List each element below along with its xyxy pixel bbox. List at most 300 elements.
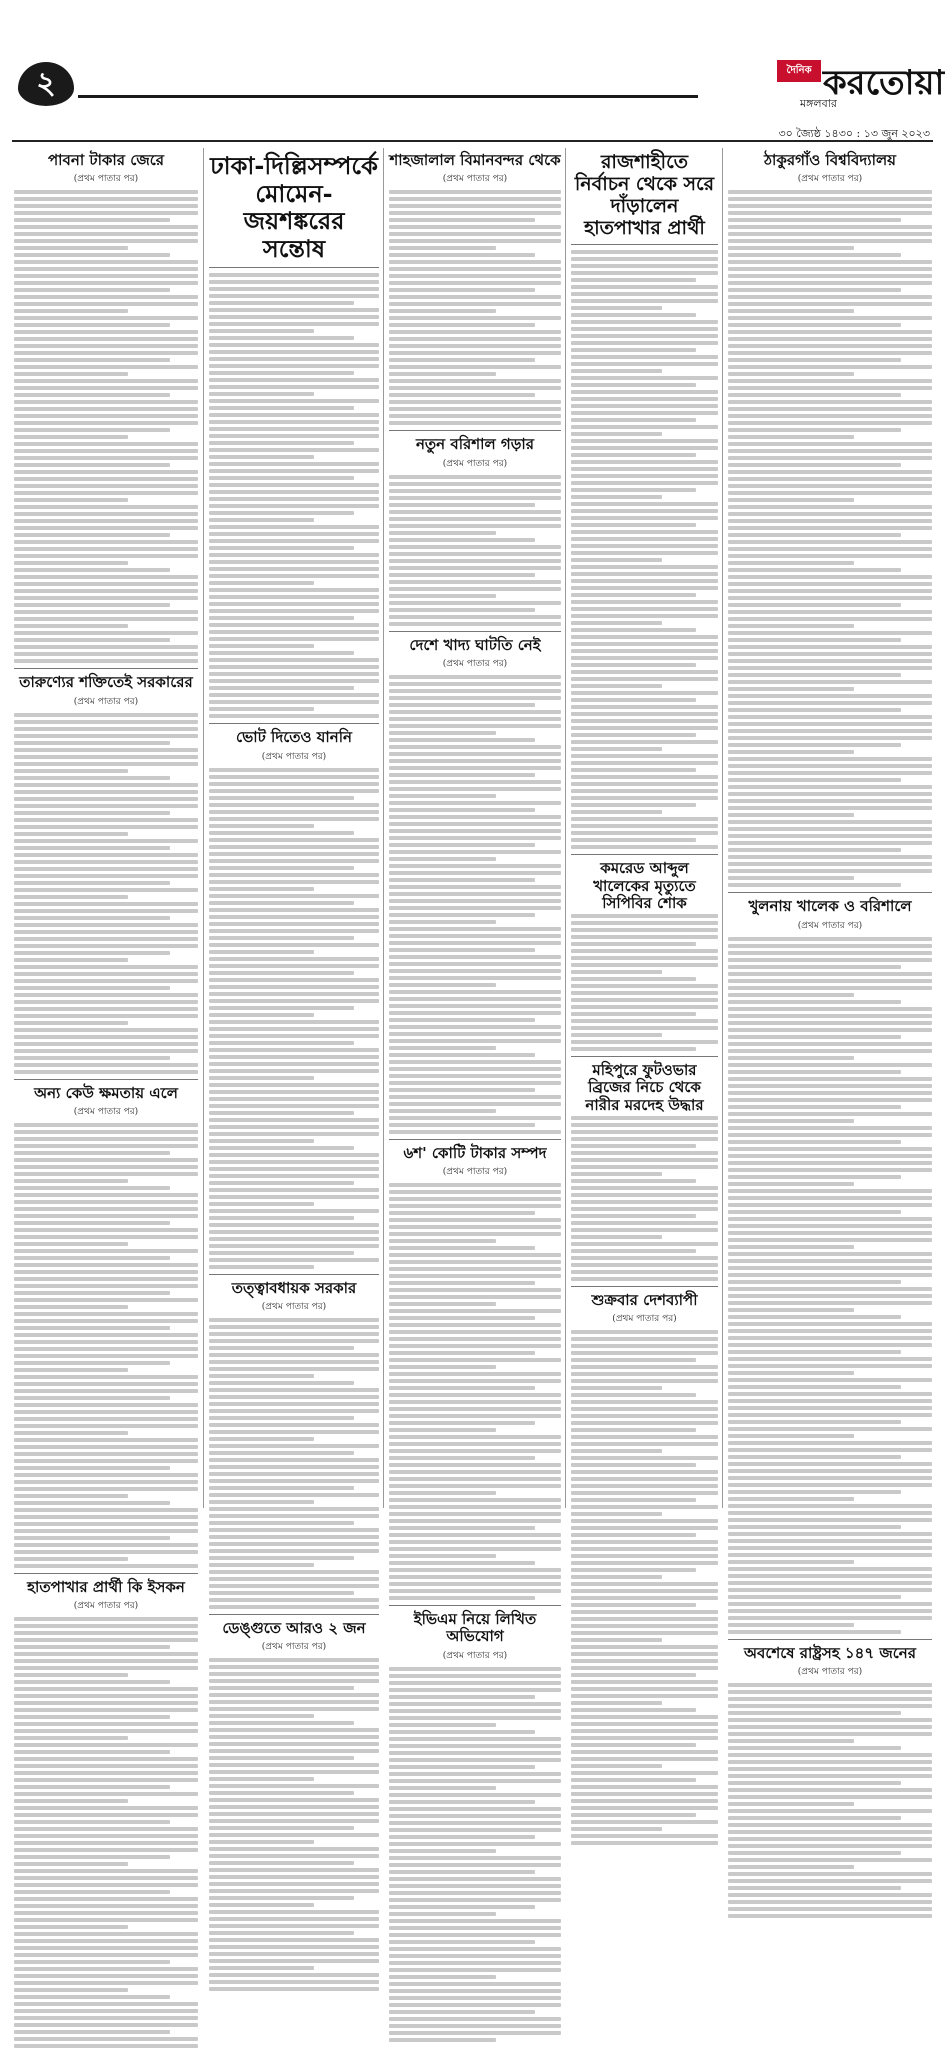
text-line: [389, 899, 561, 903]
text-line: [14, 2016, 198, 2020]
text-line: [728, 778, 901, 782]
text-line: [728, 1049, 932, 1053]
text-line: [728, 1056, 854, 1060]
text-line: [389, 1330, 561, 1334]
text-line: [389, 682, 561, 686]
text-line: [209, 329, 314, 333]
text-line: [728, 1595, 901, 1599]
text-line: [571, 1470, 718, 1474]
text-line: [389, 1449, 561, 1453]
text-line: [209, 483, 379, 487]
text-line: [209, 364, 379, 368]
text-line: [209, 1367, 379, 1371]
text-line: [209, 490, 379, 494]
text-line: [571, 768, 696, 772]
text-line: [728, 1753, 932, 1757]
text-line: [728, 813, 854, 817]
text-line: [571, 1193, 718, 1197]
text-line: [728, 302, 932, 306]
text-line: [389, 489, 561, 493]
text-line: [728, 512, 932, 516]
text-line: [209, 1251, 354, 1255]
text-line: [728, 876, 854, 880]
text-line: [728, 1774, 932, 1778]
text-line: [14, 344, 198, 348]
text-line: [14, 1459, 198, 1463]
text-line: [571, 1012, 696, 1016]
text-line: [209, 1563, 314, 1567]
text-line: [14, 498, 128, 502]
text-line: [728, 1816, 901, 1820]
text-line: [14, 2002, 198, 2006]
text-line: [389, 906, 561, 910]
text-line: [571, 446, 718, 450]
text-line: [571, 1214, 696, 1218]
text-line: [209, 1854, 379, 1858]
text-line: [389, 1554, 496, 1558]
text-line: [728, 972, 932, 976]
text-line: [571, 1019, 718, 1023]
text-line: [728, 1175, 901, 1179]
text-line: [571, 998, 718, 1002]
text-line: [14, 1827, 198, 1831]
text-line: [209, 315, 379, 319]
text-line: [14, 484, 198, 488]
text-line: [571, 726, 718, 730]
column-divider: [722, 148, 723, 1508]
text-line: [389, 2024, 561, 2028]
text-line: [571, 572, 718, 576]
text-line: [389, 1379, 561, 1383]
text-line: [571, 1026, 718, 1030]
text-line: [389, 1898, 561, 1902]
text-line: [389, 1288, 561, 1292]
text-line: [14, 386, 198, 390]
text-line: [728, 687, 854, 691]
text-line: [14, 1946, 198, 1950]
text-line: [389, 1807, 561, 1811]
text-line: [728, 575, 932, 579]
header-rule: [78, 95, 698, 98]
text-line: [728, 1602, 932, 1606]
text-line: [571, 488, 696, 492]
text-line: [389, 927, 561, 931]
text-line: [571, 1680, 718, 1684]
text-line: [571, 355, 718, 359]
text-line: [389, 1905, 535, 1909]
text-line: [389, 1751, 561, 1755]
text-line: [728, 1294, 932, 1298]
text-line: [209, 525, 379, 529]
text-line: [14, 1750, 170, 1754]
text-line: [728, 547, 932, 551]
text-line: [571, 1834, 718, 1838]
text-line: [728, 344, 932, 348]
text-line: [14, 1995, 170, 1999]
text-line: [209, 1721, 354, 1725]
text-line: [571, 1806, 718, 1810]
text-line: [389, 1863, 561, 1867]
text-line: [728, 708, 901, 712]
text-line: [571, 663, 696, 667]
text-line: [14, 2037, 198, 2041]
text-line: [209, 971, 354, 975]
article-body: [728, 1683, 932, 1918]
text-line: [14, 1417, 198, 1421]
text-line: [14, 993, 198, 997]
text-line: [389, 414, 561, 418]
text-line: [14, 818, 198, 822]
text-line: [14, 1186, 170, 1190]
text-line: [209, 1118, 379, 1122]
text-line: [14, 652, 198, 656]
text-line: [728, 951, 932, 955]
text-line: [389, 1505, 561, 1509]
text-line: [389, 731, 496, 735]
text-line: [209, 936, 354, 940]
text-line: [571, 481, 718, 485]
text-line: [728, 533, 901, 537]
text-line: [389, 1053, 535, 1057]
text-line: [14, 1207, 198, 1211]
text-line: [571, 1456, 718, 1460]
article-headline: পাবনা টাকার জেরে: [47, 151, 165, 169]
text-line: [728, 1802, 854, 1806]
text-line: [728, 1609, 932, 1613]
text-line: [209, 1840, 314, 1844]
divider: [389, 1139, 561, 1140]
text-line: [209, 1325, 379, 1329]
text-line: [14, 533, 170, 537]
text-line: [389, 1982, 561, 1986]
text-line: [14, 769, 128, 773]
text-line: [389, 1295, 561, 1299]
text-line: [389, 724, 561, 728]
text-line: [571, 1123, 718, 1127]
text-line: [728, 1336, 932, 1340]
text-line: [571, 1158, 718, 1162]
text-line: [14, 1529, 198, 1533]
text-line: [14, 260, 198, 264]
text-line: [728, 1161, 932, 1165]
text-line: [728, 407, 932, 411]
text-line: [14, 1652, 198, 1656]
text-line: [209, 1658, 379, 1662]
text-line: [571, 1116, 718, 1120]
text-line: [728, 666, 932, 670]
text-line: [14, 804, 198, 808]
text-line: [571, 789, 718, 793]
text-line: [209, 581, 314, 585]
text-line: [571, 1512, 662, 1516]
text-line: [389, 503, 535, 507]
text-line: [14, 874, 198, 878]
text-line: [389, 1849, 496, 1853]
text-line: [728, 1420, 901, 1424]
text-line: [728, 1560, 854, 1564]
text-line: [209, 1006, 354, 1010]
text-line: [389, 1032, 561, 1036]
text-line: [571, 1603, 696, 1607]
text-line: [389, 997, 561, 1001]
text-line: [571, 1047, 696, 1051]
text-line: [14, 1729, 198, 1733]
article-headline: অন্য কেউ ক্ষমতায় এলে: [34, 1083, 178, 1102]
text-line: [209, 1679, 379, 1683]
text-line: [389, 787, 561, 791]
text-line: [209, 1153, 379, 1157]
text-line: [209, 1938, 379, 1942]
text-line: [209, 1409, 379, 1413]
text-line: [14, 1312, 198, 1316]
article-body: [389, 1183, 561, 1600]
text-line: [209, 1973, 379, 1977]
text-line: [209, 539, 379, 543]
text-line: [728, 603, 901, 607]
text-line: [209, 399, 379, 403]
text-line: [209, 992, 379, 996]
text-line: [571, 1820, 718, 1824]
dateline: ৩০ জ্যৈষ্ঠ ১৪৩০ : ১৩ জুন ২০২৩: [778, 127, 930, 140]
text-line: [14, 1508, 198, 1512]
text-line: [571, 1652, 718, 1656]
text-line: [571, 1715, 718, 1719]
text-line: [389, 920, 496, 924]
text-line: [14, 797, 198, 801]
text-line: [389, 941, 561, 945]
text-line: [209, 343, 379, 347]
text-line: [728, 1014, 932, 1018]
text-line: [389, 1435, 561, 1439]
text-line: [209, 1181, 354, 1185]
text-line: [389, 969, 561, 973]
text-line: [209, 1805, 379, 1809]
text-line: [571, 418, 696, 422]
text-line: [389, 594, 496, 598]
text-line: [14, 414, 198, 418]
text-line: [571, 656, 718, 660]
text-line: [571, 817, 718, 821]
text-line: [571, 439, 718, 443]
text-line: [728, 1574, 932, 1578]
text-line: [14, 1228, 198, 1232]
column-5: [728, 148, 932, 1677]
text-line: [728, 1084, 932, 1088]
text-line: [728, 505, 932, 509]
text-line: [389, 1730, 535, 1734]
text-line: [728, 1105, 901, 1109]
text-line: [571, 1841, 718, 1845]
text-line: [728, 722, 932, 726]
text-line: [14, 1021, 128, 1025]
text-line: [571, 1228, 718, 1232]
text-line: [389, 1407, 561, 1411]
text-line: [389, 1498, 561, 1502]
text-line: [389, 1996, 561, 2000]
text-line: [14, 1939, 198, 1943]
text-line: [14, 860, 198, 864]
text-line: [209, 1507, 379, 1511]
text-line: [14, 825, 198, 829]
text-line: [728, 1350, 901, 1354]
text-line: [728, 1711, 901, 1715]
text-line: [728, 1308, 854, 1312]
text-line: [14, 379, 198, 383]
text-line: [14, 902, 198, 906]
text-line: [209, 1465, 379, 1469]
text-line: [571, 956, 718, 960]
text-line: [389, 1239, 496, 1243]
text-line: [389, 475, 561, 479]
text-line: [209, 852, 379, 856]
text-line: [728, 1504, 932, 1508]
text-line: [209, 1020, 379, 1024]
text-line: [14, 1354, 198, 1358]
text-line: [389, 211, 561, 215]
text-line: [209, 1125, 379, 1129]
text-line: [14, 888, 198, 892]
text-line: [728, 428, 901, 432]
text-line: [14, 246, 128, 250]
text-line: [209, 796, 354, 800]
text-line: [571, 1757, 718, 1761]
text-line: [14, 1165, 198, 1169]
text-line: [571, 453, 696, 457]
text-line: [209, 1423, 379, 1427]
article-jump: (প্রথম পাতার পর): [797, 174, 863, 185]
text-line: [571, 1617, 718, 1621]
text-line: [389, 1891, 561, 1895]
text-line: [14, 1638, 198, 1642]
text-line: [14, 839, 198, 843]
article-jump: (প্রথম পাতার পর): [261, 1642, 327, 1653]
text-line: [14, 302, 198, 306]
text-line: [571, 670, 718, 674]
text-line: [14, 1701, 198, 1705]
text-line: [728, 1231, 932, 1235]
text-line: [14, 1263, 198, 1267]
text-line: [209, 1479, 379, 1483]
text-line: [571, 928, 718, 932]
text-line: [14, 1151, 170, 1155]
text-line: [389, 1575, 561, 1579]
text-line: [14, 1617, 198, 1621]
text-line: [389, 1225, 561, 1229]
article-body: [209, 768, 379, 1269]
text-line: [389, 2017, 561, 2021]
text-line: [728, 204, 932, 208]
text-line: [571, 1554, 718, 1558]
text-line: [571, 684, 662, 688]
text-line: [389, 1393, 561, 1397]
text-line: [728, 806, 932, 810]
text-line: [571, 474, 718, 478]
text-line: [14, 923, 198, 927]
text-line: [14, 449, 198, 453]
article-headline: হাতপাখার প্রার্থী কি ইসকন: [27, 1577, 185, 1596]
divider: [571, 854, 718, 855]
text-line: [14, 659, 198, 663]
text-line: [14, 309, 128, 313]
top-rule: [12, 140, 933, 142]
text-line: [728, 1823, 932, 1827]
text-line: [389, 1533, 561, 1537]
text-line: [571, 530, 718, 534]
text-line: [14, 1708, 198, 1712]
text-line: [728, 617, 932, 621]
text-line: [728, 1525, 901, 1529]
text-line: [728, 1630, 901, 1634]
text-line: [14, 1291, 170, 1295]
text-line: [389, 1260, 561, 1264]
text-line: [571, 425, 718, 429]
text-line: [14, 211, 198, 215]
text-line: [571, 1449, 662, 1453]
text-line: [14, 1221, 170, 1225]
text-line: [389, 1109, 496, 1113]
brand-tag: দৈনিক: [777, 60, 821, 82]
text-line: [571, 1249, 696, 1253]
text-line: [389, 1800, 535, 1804]
text-line: [728, 993, 854, 997]
text-line: [209, 1528, 379, 1532]
article-jump: (প্রথম পাতার পর): [73, 174, 139, 185]
text-line: [728, 274, 932, 278]
text-line: [14, 288, 170, 292]
text-line: [571, 607, 718, 611]
text-line: [728, 1725, 932, 1729]
text-line: [389, 260, 561, 264]
article-jump: (প্রথম পাতার পর): [442, 1650, 508, 1661]
text-line: [728, 309, 854, 313]
text-line: [209, 978, 379, 982]
text-line: [728, 1497, 854, 1501]
text-line: [571, 1582, 718, 1586]
text-line: [728, 869, 932, 873]
text-line: [389, 871, 561, 875]
text-line: [728, 561, 854, 565]
text-line: [389, 1674, 561, 1678]
text-line: [389, 274, 561, 278]
text-line: [389, 1218, 561, 1222]
text-line: [728, 1287, 932, 1291]
text-line: [728, 1858, 932, 1862]
article-jump: (প্রথম পাতার পর): [73, 696, 139, 707]
article-headline: শাহজালাল বিমানবন্দর থেকে: [389, 151, 561, 169]
text-line: [389, 836, 561, 840]
text-line: [14, 491, 198, 495]
text-line: [571, 1421, 718, 1425]
text-line: [389, 948, 535, 952]
text-line: [14, 1722, 198, 1726]
text-line: [14, 1841, 198, 1845]
article-headline: ইভিএম নিয়ে লিখিত অভিযোগ: [413, 1610, 537, 1646]
divider: [209, 267, 379, 268]
text-line: [728, 1879, 932, 1883]
text-line: [14, 1000, 198, 1004]
text-line: [389, 1491, 496, 1495]
text-line: [389, 2010, 535, 2014]
text-line: [14, 2044, 198, 2048]
text-line: [209, 553, 379, 557]
text-line: [571, 292, 718, 296]
text-line: [571, 1813, 696, 1817]
text-line: [389, 1197, 561, 1201]
text-line: [209, 392, 314, 396]
text-line: [389, 601, 561, 605]
divider: [389, 430, 561, 431]
text-line: [14, 561, 128, 565]
